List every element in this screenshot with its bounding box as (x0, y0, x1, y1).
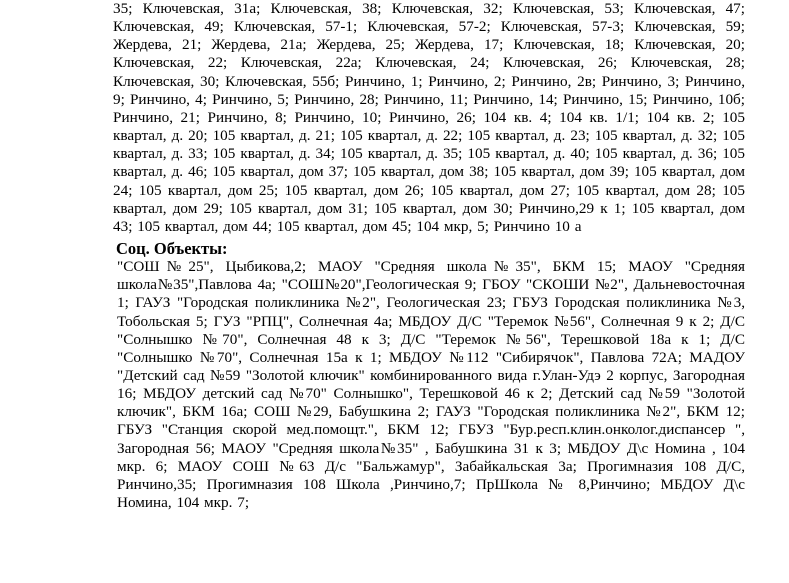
document-page (113, 0, 745, 512)
address-list-paragraph: 35; Ключевская, 31а; Ключевская, 38; Ключевская, 32; Ключевская, 53; Ключевская, 47; Ключевская, 49; Ключевская, 57-1; Ключевская, 57-2; Ключевская, 57-3; Ключевская, 59; Жердева, 21; Жердева, 21а; Жердева, 25; Жердева, 17; Ключевская, 18; Ключевская, 20; Ключевская, 22; Ключевская, 22а; Ключевская, 24; Ключевская, 26; Ключевская, 28; Ключевская, 30; Ключевская, 55б; Ринчино, 1; Ринчино, 2; Ринчино, 2в; Ринчино, 3; Ринчино, 9; Ринчино, 4; Ринчино, 5; Ринчино, 28; Ринчино, 11; Ринчино, 14; Ринчино, 15; Ринчино, 10б; Ринчино, 21; Ринчино, 8; Ринчино, 10; Ринчино, 26; 104 кв. 4; 104 кв. 1/1; 104 кв. 2; 105 квартал, д. 20; 105 квартал, д. 21; 105 квартал, д. 22; 105 квартал, д. 23; 105 квартал, д. 32; 105 квартал, д. 33; 105 квартал, д. 34; 105 квартал, д. 35; 105 квартал, д. 40; 105 квартал, д. 36; 105 квартал, д. 46; 105 квартал, дом 37; 105 квартал, дом 38; 105 квартал, дом 39; 105 квартал, дом 24; 105 квартал, дом 25; 105 квартал, дом 26; 105 квартал, дом 27; 105 квартал, дом 28; 105 квартал, дом 29; 105 квартал, дом 31; 105 квартал, дом 30; Ринчино,29 к 1; 105 квартал, дом 43; 105 квартал, дом 44; 105 квартал, дом 45; 104 мкр, 5; Ринчино 10 а (113, 0, 745, 235)
social-objects-paragraph: "СОШ№25", Цыбикова,2; МАОУ "Средняя школа№35", БКМ 15; МАОУ "Средняя школа№35",Павлова 4а; "СОШ№20",Геологическая 9; ГБОУ "СКОШИ №2", Дальневосточная 1; ГАУЗ "Городская поликлиника №2", Геологическая 23; ГБУЗ Городская поликлиника №3, Тобольская 5; ГУЗ "РПЦ", Солнечная 4а; МБДОУ Д/С "Теремок №56", Солнечная 9 к 2; Д/С "Солнышко №70", Солнечная 48 к 3; Д/С "Теремок №56", Терешковой 18а к 1; Д/С "Солнышко №70", Солнечная 15а к 1; МБДОУ №112 "Сибирячок", Павлова 72А; МАДОУ "Детский сад №59 "Золотой ключик" комбинированного вида г.Улан-Удэ 2 корпус, Загородная 16; МБДОУ детский сад №70" Солнышко", Терешковой 46 к 2; Детский сад №59 "Золотой ключик", БКМ 16а; СОШ №29, Бабушкина 2; ГАУЗ "Городская поликлиника №2", БКМ 12; ГБУЗ "Станция скорой мед.помощт.", БКМ 12; ГБУЗ "Бур.респ.клин.онколог.диспансер ", Загородная 56; МАОУ "Средняя школа№35" , Бабушкина 31 к 3; МБДОУ Д\с Номина , 104 мкр. 6; МАОУ СОШ №63 Д/с "Бальжамур", Забайкальская 3а; Прогимназия 108 Д/С, Ринчино,35; Прогимназия 108 Школа ,Ринчино,7; ПрШкола № 8,Ринчино; МБДОУ Д\с Номина, 104 мкр. 7; (117, 258, 745, 512)
section-heading: Соц. Объекты: (116, 239, 228, 259)
